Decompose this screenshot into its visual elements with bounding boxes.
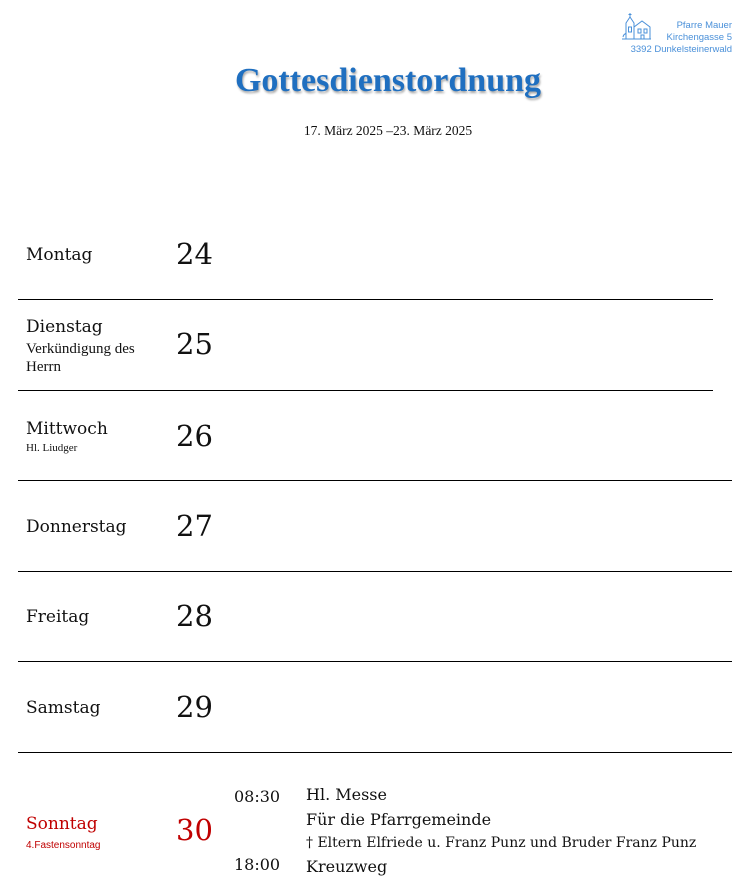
feast-label: Verkündigung des Herrn <box>26 341 135 375</box>
parish-city: 3392 Dunkelsteinerwald <box>630 44 732 55</box>
day-row-sunday <box>18 753 732 883</box>
page-title: Gottesdienstordnung <box>234 62 542 99</box>
feast-label: 4.Fastensonntag <box>26 840 101 851</box>
service-title: Kreuzweg <box>306 857 388 876</box>
day-name: Freitag <box>26 607 90 627</box>
day-row-tuesday <box>18 300 732 391</box>
day-number: 29 <box>176 690 213 724</box>
day-name: Sonntag <box>26 814 98 834</box>
day-name: Mittwoch <box>26 419 108 439</box>
service-time: 18:00 <box>234 855 281 874</box>
day-row-monday <box>18 210 732 300</box>
day-row-thursday <box>18 481 732 572</box>
parish-logo <box>620 10 742 55</box>
day-number: 25 <box>176 327 213 361</box>
service-intention: Für die Pfarrgemeinde <box>306 810 492 829</box>
feast-label: Hl. Liudger <box>26 442 78 454</box>
day-number: 26 <box>176 419 213 453</box>
day-row-saturday <box>18 662 732 753</box>
day-number: 28 <box>176 599 213 633</box>
parish-name: Pfarre Mauer <box>676 20 732 31</box>
parish-address <box>631 20 732 56</box>
parish-street: Kirchengasse 5 <box>666 32 732 43</box>
day-name: Samstag <box>26 698 101 718</box>
day-name: Dienstag <box>26 317 103 337</box>
day-row-friday <box>18 572 732 662</box>
day-number: 27 <box>176 509 213 543</box>
day-number: 24 <box>176 237 213 271</box>
day-name: Donnerstag <box>26 517 127 537</box>
day-row-wednesday <box>18 391 732 481</box>
service-time: 08:30 <box>234 787 281 806</box>
service-intention-detail: † Eltern Elfriede u. Franz Punz und Bruder Franz Punz <box>306 835 697 851</box>
day-number: 30 <box>176 813 213 847</box>
date-range: 17. März 2025 –23. März 2025 <box>303 123 473 138</box>
service-title: Hl. Messe <box>306 785 387 804</box>
day-name: Montag <box>26 245 93 265</box>
